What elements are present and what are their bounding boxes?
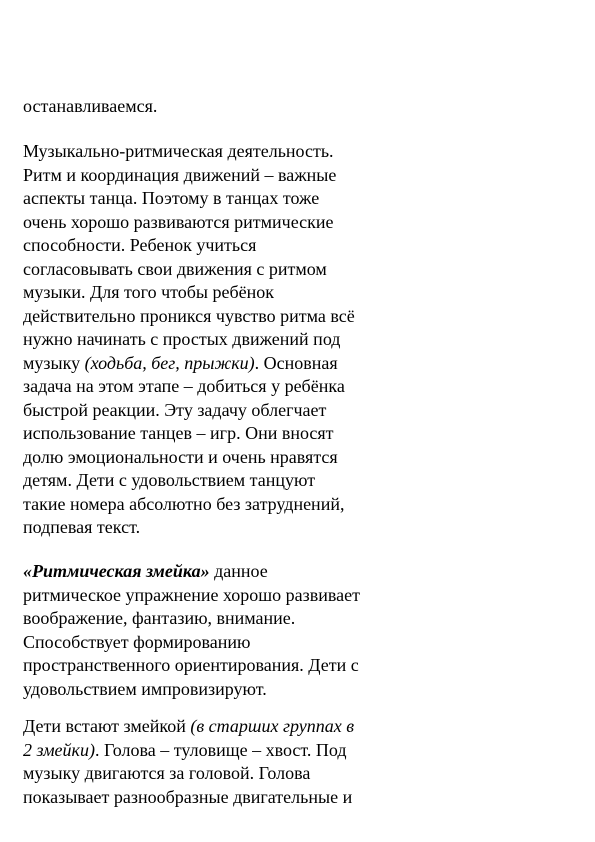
text-line: использование танцев – игр. Они вносят (23, 423, 334, 443)
text-line: согласовывать свои движения с ритмом (23, 258, 327, 279)
text-line (23, 560, 403, 584)
italic-note: 2 змейки) (23, 739, 95, 760)
text-segment: . Основная (254, 352, 338, 373)
paragraph-4 (23, 715, 403, 809)
text-line: Музыкально-ритмическая деятельность. (23, 141, 334, 161)
italic-note: (в старших группах в (190, 716, 355, 736)
text-line: Ритм и координация движений – важные (23, 164, 337, 185)
text-line: останавливаемся. (23, 96, 158, 116)
text-line: музыку двигаются за головой. Голова (23, 763, 311, 783)
paragraph-1 (23, 95, 403, 119)
italic-note: (ходьба, бег, прыжки) (84, 352, 255, 373)
exercise-title: «Ритмическая змейка» (23, 561, 210, 581)
text-segment: . Голова – туловище – хвост. Под (94, 739, 347, 760)
text-segment: музыку (23, 352, 85, 373)
text-line: задача на этом этапе – добиться у ребёнка (23, 376, 345, 396)
text-line: способности. Ребенок учиться (23, 235, 257, 255)
text-line: пространственного ориентирования. Дети с (23, 655, 359, 675)
text-line: нужно начинать с простых движений под (23, 329, 341, 349)
text-line (23, 739, 403, 763)
text-line (23, 715, 403, 739)
text-line: подпевая текст. (23, 517, 141, 537)
text-line: удовольствием импровизируют. (23, 678, 267, 699)
text-line: долю эмоциональности и очень нравятся (23, 446, 338, 467)
text-line: детям. Дети с удовольствием танцуют (23, 470, 316, 490)
text-line: показывает разнообразные двигательные и (23, 786, 353, 807)
text-line (23, 352, 403, 376)
text-line: быстрой реакции. Эту задачу облегчает (23, 399, 327, 420)
text-line: очень хорошо развиваются ритмические (23, 211, 334, 232)
text-segment: Дети встают змейкой (23, 716, 191, 736)
paragraph-3 (23, 560, 403, 701)
text-line: воображение, фантазию, внимание. (23, 608, 296, 628)
text-line: музыки. Для того чтобы ребёнок (23, 282, 275, 302)
text-line: ритмическое упражнение хорошо развивает (23, 584, 360, 605)
text-line: аспекты танца. Поэтому в танцах тоже (23, 188, 320, 208)
text-segment: данное (209, 561, 268, 581)
text-line: действительно проникся чувство ритма всё (23, 305, 355, 326)
paragraph-2 (23, 140, 403, 540)
text-line: такие номера абсолютно без затруднений, (23, 493, 345, 514)
text-line: Способствует формированию (23, 631, 251, 652)
